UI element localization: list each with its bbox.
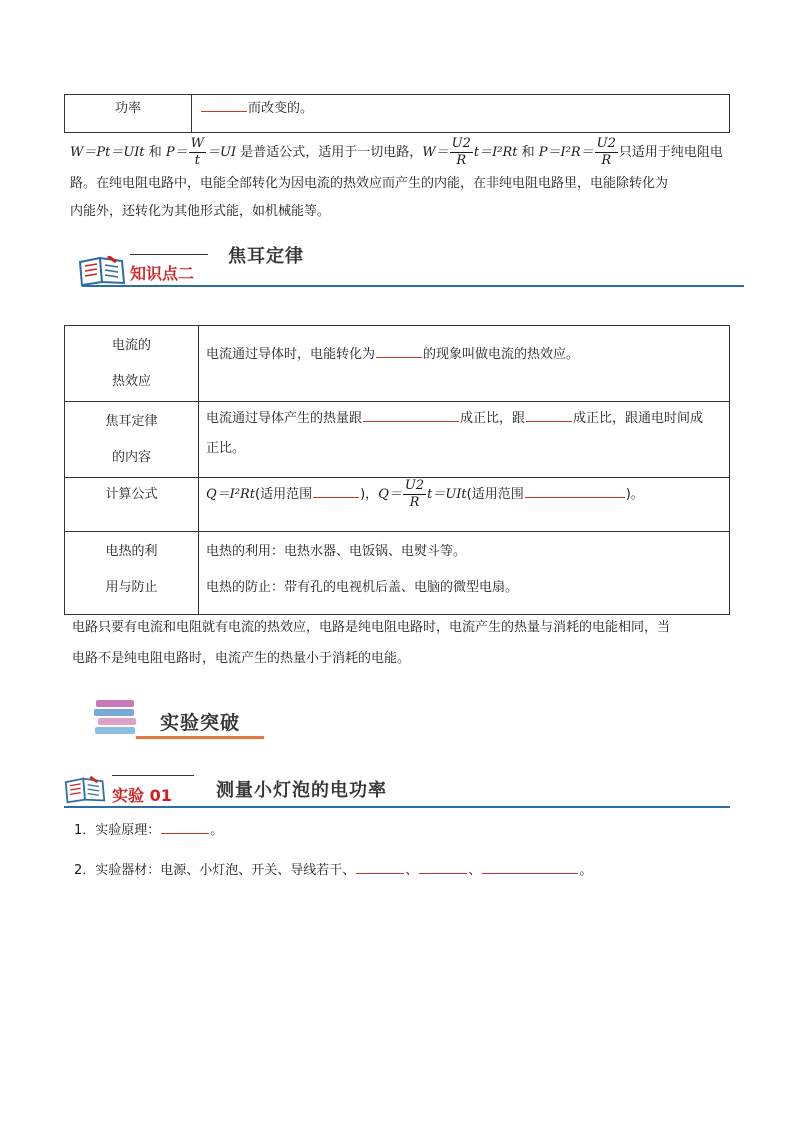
section-header-experiments — [92, 694, 272, 744]
power-content-suffix: 而改变的。 — [248, 101, 314, 116]
fraction-w-over-t — [189, 136, 206, 169]
item-2 — [74, 860, 592, 882]
fraction-u2-over-r — [595, 136, 618, 169]
row-label-line: 的内容 — [111, 450, 151, 465]
formula-mid-text: 是普适公式，适用于一切电路， — [236, 145, 423, 160]
table-row — [65, 478, 730, 532]
table-row — [65, 532, 730, 615]
section-underline — [82, 285, 744, 287]
fraction-u2-over-r — [450, 136, 473, 169]
item-1-prefix: 1．实验原理： — [74, 823, 161, 838]
formula-tail: 只适用于纯电阻电 — [618, 145, 723, 160]
answer-blank[interactable] — [356, 862, 404, 874]
section-title: 实验突破 — [160, 712, 241, 734]
content-text: (适用范围 — [255, 487, 313, 502]
answer-blank[interactable] — [161, 822, 209, 834]
power-content-cell — [192, 95, 730, 133]
experiment-tag: 实验 01 — [112, 786, 172, 805]
power-label-cell — [65, 95, 192, 133]
book-icon — [64, 776, 106, 804]
answer-blank[interactable] — [482, 862, 578, 874]
fraction-numerator: U2 — [596, 136, 616, 151]
fraction-denominator: R — [409, 495, 420, 510]
formula-and-2: 和 — [517, 145, 539, 160]
fraction-u2-over-r — [403, 478, 426, 511]
fraction-denominator: R — [456, 153, 467, 168]
books-stack-icon — [92, 698, 140, 738]
formula-q2: Q＝ — [378, 487, 402, 502]
formula-q1: Q＝I²Rt — [206, 487, 256, 502]
note-line-2: 电路不是纯电阻电路时，电流产生的热量小于消耗的电能。 — [72, 651, 411, 666]
power-label: 功率 — [114, 101, 141, 116]
fraction-denominator: t — [194, 153, 200, 168]
row-label-line: 计算公式 — [105, 487, 158, 502]
fraction-numerator: U2 — [451, 136, 471, 151]
answer-blank[interactable] — [419, 862, 467, 874]
row-label-cell — [65, 402, 199, 478]
experiment-title: 测量小灯泡的电功率 — [216, 780, 387, 801]
content-text: )， — [360, 487, 379, 502]
power-table — [64, 94, 730, 133]
section-header-knowledge-2 — [78, 244, 744, 292]
item-2-prefix: 2．实验器材：电源、小灯泡、开关、导线若干、 — [74, 863, 356, 878]
row-label-cell — [65, 326, 199, 402]
section-tag: 知识点二 — [130, 264, 195, 283]
tag-overline — [112, 775, 194, 776]
fraction-numerator: U2 — [404, 478, 425, 493]
item-2-separator: 、 — [405, 863, 419, 878]
row-content-cell — [199, 478, 730, 532]
tag-overline — [130, 254, 208, 255]
experiment-underline — [64, 806, 730, 808]
answer-blank[interactable] — [363, 410, 459, 422]
note-paragraph — [72, 612, 732, 674]
answer-blank[interactable] — [313, 486, 359, 498]
item-1-suffix: 。 — [210, 823, 224, 838]
content-text: 正比。 — [206, 441, 246, 456]
formula-w-eq: W＝Pt＝UIt — [70, 145, 145, 160]
fraction-numerator: W — [190, 136, 205, 151]
content-text: )。 — [625, 487, 644, 502]
joule-law-table — [64, 325, 730, 615]
table-row — [65, 402, 730, 478]
answer-blank[interactable] — [201, 100, 247, 112]
fraction-denominator: R — [601, 153, 612, 168]
formula-line-3: 内能外，还转化为其他形式能，如机械能等。 — [70, 204, 331, 219]
row-label-line: 用与防止 — [105, 580, 158, 595]
row-label-cell — [65, 478, 199, 532]
item-1 — [74, 820, 223, 842]
row-label-line: 焦耳定律 — [105, 414, 158, 429]
answer-blank[interactable] — [526, 410, 572, 422]
content-text: 电流通过导体产生的热量跟 — [206, 411, 363, 426]
formula-ui: ＝UI — [207, 145, 237, 160]
table-row — [65, 326, 730, 402]
formula-line-1 — [70, 136, 730, 170]
section-title-underline — [136, 736, 264, 739]
book-icon — [78, 256, 126, 286]
formula-uit: t＝UIt — [427, 487, 467, 502]
answer-blank[interactable] — [376, 346, 422, 358]
content-text: 电热的防止：带有孔的电视机后盖、电脑的微型电扇。 — [206, 580, 519, 595]
answer-blank[interactable] — [525, 486, 625, 498]
row-content-cell — [199, 402, 730, 478]
row-label-cell — [65, 532, 199, 615]
row-content-cell — [199, 532, 730, 615]
formula-p-eq: P＝ — [165, 145, 188, 160]
item-2-suffix: 。 — [579, 863, 593, 878]
content-text: 成正比，跟通电时间成 — [573, 411, 704, 426]
formula-and-1: 和 — [144, 145, 166, 160]
formula-p2: P＝I²R＝ — [538, 145, 594, 160]
row-label-line: 热效应 — [111, 374, 151, 389]
content-text: 成正比，跟 — [460, 411, 526, 426]
content-text: 电流通过导体时，电能转化为 — [206, 347, 376, 362]
content-text: 电热的利用：电热水器、电饭锅、电熨斗等。 — [206, 544, 467, 559]
row-content-cell — [199, 326, 730, 402]
formula-w2: W＝ — [422, 145, 449, 160]
experiment-header — [64, 766, 730, 810]
formula-i2rt: t＝I²Rt — [473, 145, 518, 160]
row-label-line: 电热的利 — [105, 544, 158, 559]
row-label-line: 电流的 — [111, 338, 151, 353]
item-2-separator: 、 — [468, 863, 482, 878]
note-line-1: 电路只要有电流和电阻就有电流的热效应，电路是纯电阻电路时，电流产生的热量与消耗的电能相同，当 — [72, 620, 671, 635]
content-text: (适用范围 — [466, 487, 524, 502]
section-title: 焦耳定律 — [228, 246, 304, 267]
content-text: 的现象叫做电流的热效应。 — [423, 347, 580, 362]
formula-paragraph — [70, 136, 730, 226]
formula-line-2: 路。在纯电阻电路中，电能全部转化为因电流的热效应而产生的内能，在非纯电阻电路里，电能除转化为 — [70, 176, 669, 191]
